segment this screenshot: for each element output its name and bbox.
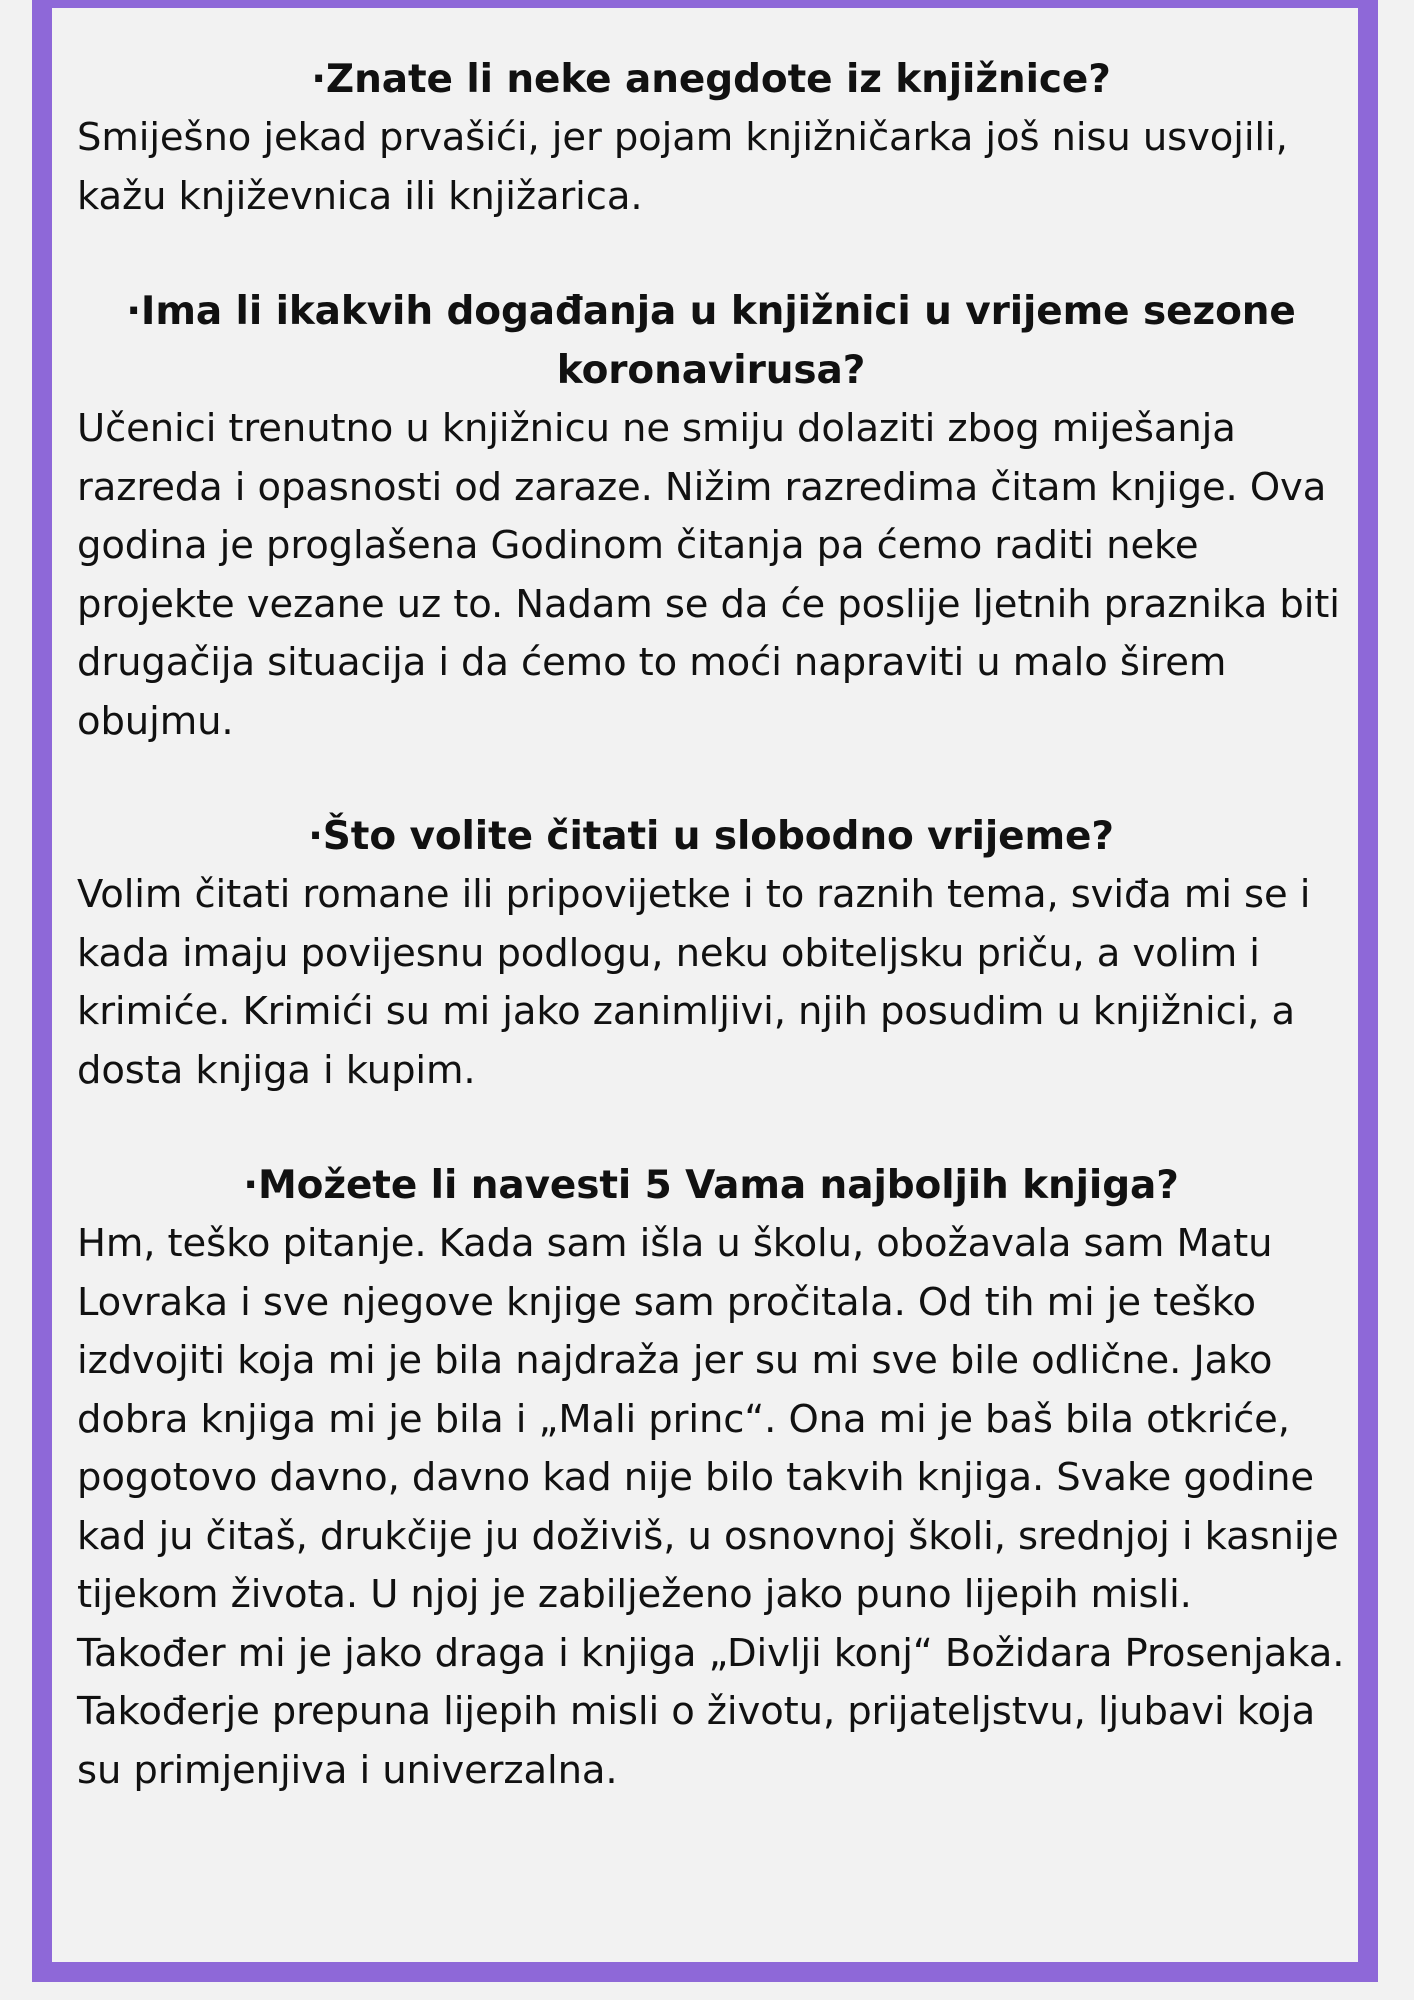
question-heading: ·Ima li ikakvih događanja u knjižnici u vrijeme sezone koronavirusa? (126, 289, 1296, 393)
answer-paragraph: Učenici trenutno u knjižnicu ne smiju dolaziti zbog miješanja razreda i opasnosti od zaraze. Nižim razredima čitam knjige. Ova godina je proglašena Godinom čitanja pa ćemo raditi neke projekte vezane uz to. Nadam se da će poslije ljetnih praznika biti drugačija situacija i da ćemo to moći napraviti u malo širem obujmu. (77, 406, 1340, 744)
answer-paragraph: Hm, teško pitanje. Kada sam išla u školu, obožavala sam Matu Lovraka i sve njegove knjige sam pročitala. Od tih mi je teško izdvojiti koja mi je bila najdraža jer su mi sve bile odlične. Jako dobra knjiga mi je bila i „Mali princ“. Ona mi je baš bila otkriće, pogotovo davno, davno kad nije bilo takvih knjiga. Svake godine kad ju čitaš, drukčije ju doživiš, u osnovnoj školi, srednjoj i kasnije tijekom života. U njoj je zabilježeno jako puno lijepih misli. Također mi je jako draga i knjiga „Divlji konj“ Božidara Prosenjaka. Takođerje prepuna lijepih misli o životu, prijateljstvu, ljubavi koja su primjenjiva i univerzalna. (77, 1221, 1345, 1793)
question-heading: ·Što volite čitati u slobodno vrijeme? (308, 814, 1114, 859)
answer-paragraph: Volim čitati romane ili pripovijetke i to raznih tema, sviđa mi se i kada imaju povijesnu podlogu, neku obiteljsku priču, a volim i krimiće. Krimići su mi jako zanimljivi, njih posudim u knjižnici, a dosta knjiga i kupim. (77, 872, 1311, 1093)
answer-paragraph: Smiješno jekad prvašići, jer pojam knjižničarka još nisu usvojili, kažu književnica ili knjižarica. (77, 115, 1288, 219)
qa-section-free-time-reading (77, 807, 1345, 1100)
qa-section-coronavirus (77, 282, 1345, 751)
qa-section-anecdotes (77, 50, 1345, 226)
question-heading: ·Znate li neke anegdote iz knjižnice? (311, 57, 1111, 102)
qa-section-best-books (77, 1156, 1345, 1800)
interview-content (77, 50, 1345, 1856)
question-heading: ·Možete li navesti 5 Vama najboljih knjiga? (243, 1163, 1179, 1208)
